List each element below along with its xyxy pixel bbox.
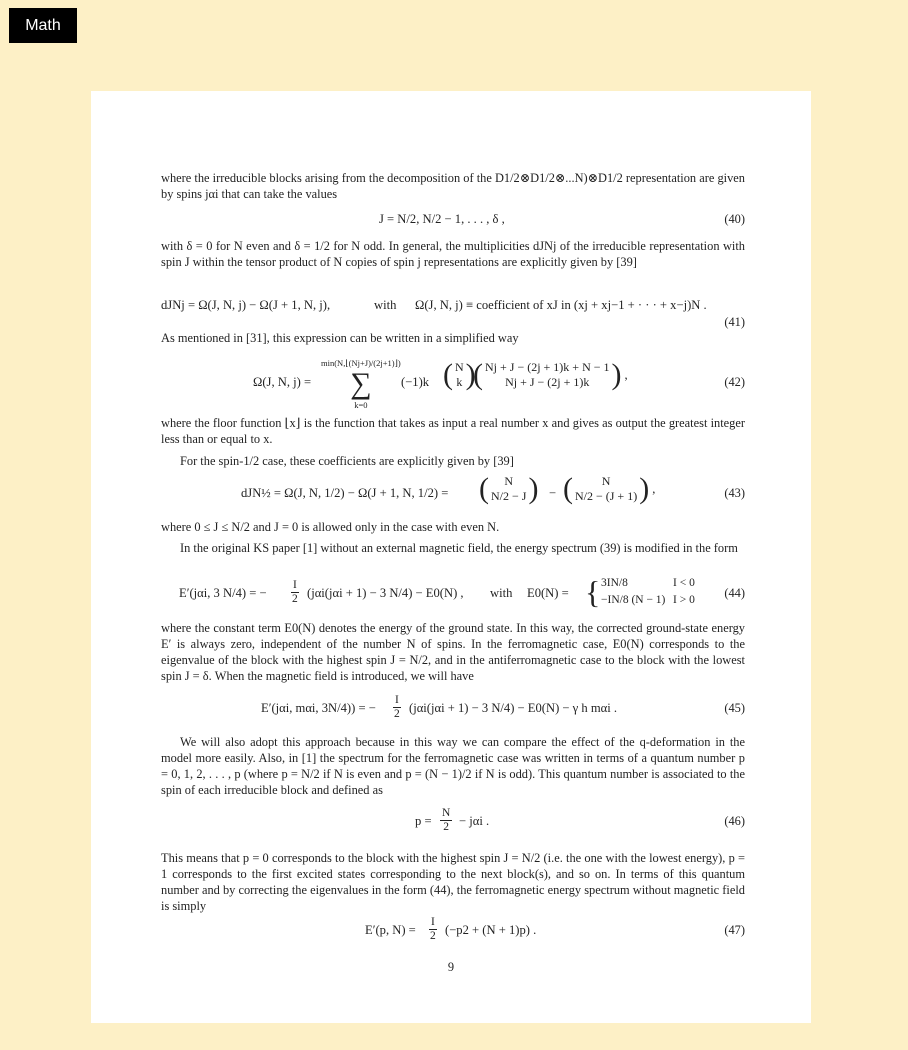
equation-42-sign-term: (−1)k — [401, 375, 430, 389]
equation-40-body: J = N/2, N/2 − 1, . . . , δ , — [379, 212, 505, 226]
equation-44-e0: E0(N) = — [527, 586, 569, 600]
equation-44-lhs: E′(jαi, 3 N/4) = − — [179, 586, 267, 600]
equation-41-lhs: dJNj = Ω(J, N, j) − Ω(J + 1, N, j), — [161, 298, 331, 312]
equation-46 — [161, 804, 745, 838]
equation-41-number: (41) — [724, 315, 745, 329]
equation-42-lhs: Ω(J, N, j) = — [253, 375, 312, 389]
equation-45 — [161, 691, 745, 725]
equation-44-number: (44) — [724, 586, 745, 600]
equation-45-rhs: (jαi(jαi + 1) − 3 N/4) − E0(N) − γ h mαi . — [409, 701, 618, 715]
paragraph-3: As mentioned in [31], this expression can be written in a simplified way — [161, 331, 519, 345]
equation-47-rhs: (−p2 + (N + 1)p) . — [445, 923, 537, 937]
paragraph-4: where the floor function ⌊x⌋ is the function that takes as input a real number x and gives as output the greatest integer less than or equal to x. — [161, 416, 745, 447]
math-tag-label: Math — [25, 16, 61, 34]
paragraph-2: with δ = 0 for N even and δ = 1/2 for N odd. In general, the multiplicities dJNj of the irreducible representation with spin J within the tensor product of N copies of spin j representations are explicitly given by [39] — [161, 239, 745, 270]
paragraph-7: In the original KS paper [1] without an external magnetic field, the energy spectrum (39) is modified in the form — [180, 541, 738, 555]
equation-44-with: with — [490, 586, 513, 600]
binomial-n-k: ( N k ) — [443, 358, 476, 391]
equation-41-rhs: Ω(J, N, j) ≡ coefficient of xJ in (xj + xj−1 + · · · + x−j)N . — [415, 298, 707, 312]
equation-44: E′(jαi, 3 N/4) = − $\frac{I}{2}$ (jαi(jαi + 1) − 3 N/4) − E0(N) , with E0(N) = { 3IN/8 I < 0 −IN/8 (N − 1) I > 0 (44) — [179, 574, 745, 610]
fraction-i-over-2: $\frac{I}{2}$ — [292, 579, 298, 605]
equation-43-number: (43) — [724, 486, 745, 500]
paragraph-9: We will also adopt this approach because in this way we can compare the effect of the q-deformation in the model more easily. Also, in [1] the spectrum for the ferromagnetic case was written in terms of a quantum number p = 0, 1, 2, . . . , p (where p = N/2 if N is even and p = (N − 1)/2 if N is odd). This quantum number is associated to the spin of each irreducible block and defined as — [161, 735, 745, 798]
equation-46-rhs: − jαi . — [459, 814, 490, 828]
binomial-n-half-minus-j: ( N N/2 − J ) — [479, 472, 539, 505]
fraction-i-over-2: $\frac{I}{2}$ — [430, 916, 436, 942]
equation-42 — [161, 357, 745, 411]
equation-46-number: (46) — [724, 814, 745, 828]
equation-45-number: (45) — [724, 701, 745, 715]
equation-41 — [161, 298, 745, 332]
equation-44-case-2: −IN/8 (N − 1) — [601, 594, 666, 606]
equation-47-number: (47) — [724, 923, 745, 937]
paragraph-8: where the constant term E0(N) denotes the energy of the ground state. In this way, the corrected ground-state energy E′ is always zero, independent of the number N of spins. In the ferromagnetic case, E0(N) corresponds to the eigenvalue of the block with the highest spin J = N/2, and in the antiferromagnetic case to the block with the lowest spin J = δ. When the magnetic field is introduced, we will have — [161, 621, 745, 684]
equation-44-case-2-condition: I > 0 — [673, 594, 695, 606]
equation-43-lhs: dJN½ = Ω(J, N, 1/2) − Ω(J + 1, N, 1/2) = — [241, 486, 449, 500]
summation-symbol: min(N,⌊(Nj+J)/(2j+1)⌋) ∑ k=0 — [321, 358, 401, 410]
binomial-n-half-minus-j-plus-1: ( N N/2 − (J + 1) ) , — [563, 472, 656, 505]
math-tag — [9, 8, 77, 43]
equation-43-minus: − — [549, 486, 557, 500]
equation-47-lhs: E′(p, N) = — [365, 923, 416, 937]
paragraph-5: For the spin-1/2 case, these coefficients are explicitly given by [39] — [180, 454, 514, 468]
equation-43 — [161, 474, 745, 514]
paragraph-10: This means that p = 0 corresponds to the block with the highest spin J = N/2 (i.e. the one with the lowest energy), p = 1 corresponds to the first excited states corresponding to the next block(s), and so on. In terms of this quantum number and by correcting the eigenvalues in the form (44), the ferromagnetic energy spectrum without magnetic field is simply — [161, 851, 745, 914]
sum-lower-limit: k=0 — [354, 400, 368, 410]
equation-41-with: with — [374, 298, 397, 312]
equation-46-lhs: p = — [415, 814, 432, 828]
equation-42-number: (42) — [724, 375, 745, 389]
equation-44-case-1: 3IN/8 — [601, 577, 628, 589]
equation-44-mid: (jαi(jαi + 1) − 3 N/4) − E0(N) , — [307, 586, 464, 600]
equation-40-number: (40) — [724, 212, 745, 226]
paragraph-1: where the irreducible blocks arising from the decomposition of the D1/2⊗D1/2⊗...N)⊗D1/2 representation are given by spins jαi that can take the values — [161, 171, 745, 202]
equation-47 — [161, 913, 745, 947]
page-number: 9 — [447, 960, 455, 974]
equation-45-lhs: E′(jαi, mαi, 3N/4)) = − — [261, 701, 376, 715]
binomial-large: ( Nj + J − (2j + 1)k + N − 1 Nj + J − (2j + 1)k ) , — [473, 358, 628, 391]
sum-upper-limit: min(N,⌊(Nj+J)/(2j+1)⌋) — [321, 358, 401, 368]
equation-40 — [161, 212, 745, 230]
equation-44-case-1-condition: I < 0 — [673, 577, 695, 589]
fraction-i-over-2: $\frac{I}{2}$ — [394, 694, 400, 720]
fraction-n-over-2: $\frac{N}{2}$ — [442, 807, 451, 833]
paper-page — [91, 91, 811, 1023]
paragraph-6: where 0 ≤ J ≤ N/2 and J = 0 is allowed only in the case with even N. — [161, 520, 500, 534]
